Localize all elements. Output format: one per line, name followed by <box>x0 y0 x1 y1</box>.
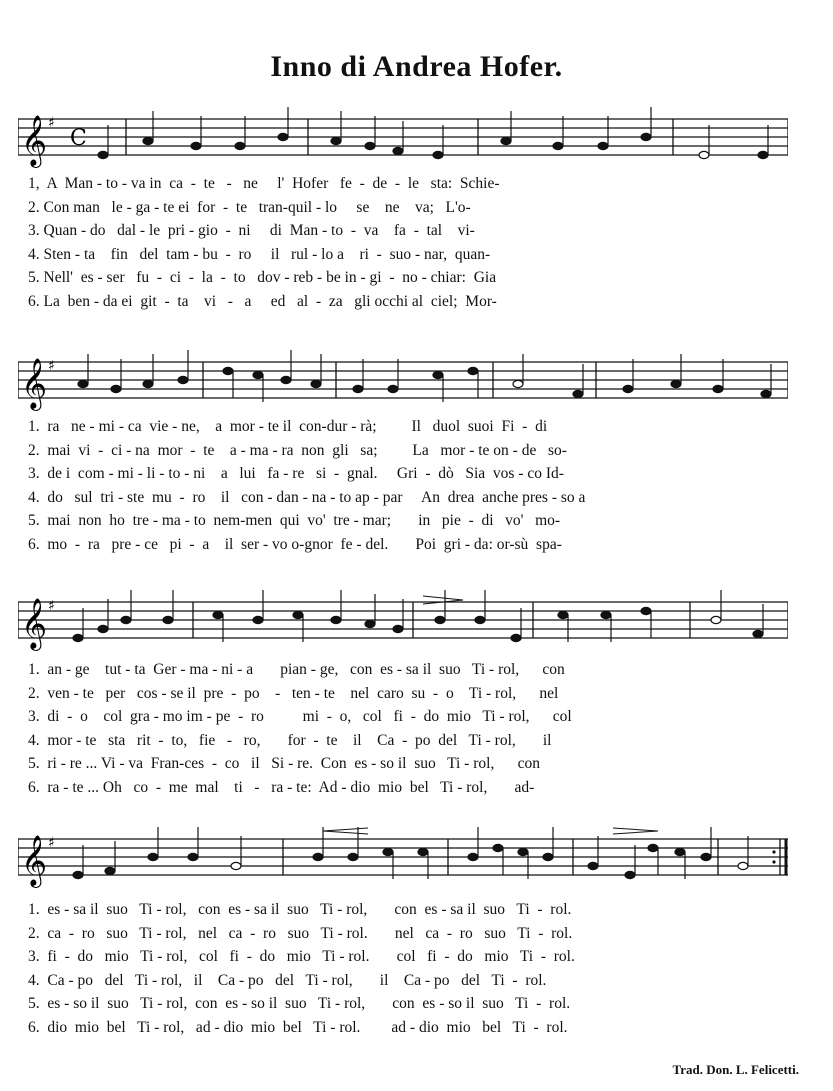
music-staff-4 <box>18 825 788 895</box>
svg-text:♯: ♯ <box>48 358 55 374</box>
svg-text:C: C <box>70 126 87 151</box>
lyric-line: 2. mai vi - ci - na mor - te a - ma - ra non gli sa; La mor - te on - de so- <box>28 441 567 459</box>
lyric-line: 6. dio mio bel Ti - rol, ad - dio mio bel Ti - rol. ad - dio mio bel Ti - rol. <box>28 1018 568 1036</box>
music-staff-2 <box>18 348 788 418</box>
lyric-line: 1. an - ge tut - ta Ger - ma - ni - a pian - ge, con es - sa il suo Ti - rol, con <box>28 661 565 678</box>
lyrics-block-4 <box>28 898 788 1039</box>
lyric-line: 5. es - so il suo Ti - rol, con es - so il suo Ti - rol, con es - so il suo Ti - rol. <box>28 995 571 1012</box>
lyrics-block-3 <box>28 658 788 799</box>
lyric-line: 4. Sten - ta fin del tam - bu - ro il rul - lo a ri - suo - nar, quan- <box>28 245 491 263</box>
svg-text:𝄞: 𝄞 <box>21 598 48 649</box>
lyric-line: 5. Nell' es - ser fu - ci - la - to dov - reb - be in - gi - no - chiar: Gia <box>28 269 497 286</box>
lyric-line: 3. fi - do mio Ti - rol, col fi - do mio Ti - rol. col fi - do mio Ti - rol. <box>28 948 575 965</box>
lyric-line: 6. La ben - da ei git - ta vi - a ed al - za gli occhi al ciel; Mor- <box>28 292 497 310</box>
lyrics-block-2 <box>28 415 788 556</box>
lyric-line: 6. mo - ra pre - ce pi - a il ser - vo o-gnor fe - del. Poi gri - da: or-sù spa- <box>28 535 562 553</box>
lyric-line: 1, A Man - to - va in ca - te - ne l' Hofer fe - de - le sta: Schie- <box>28 175 500 192</box>
svg-text:𝄞: 𝄞 <box>21 835 48 886</box>
lyric-line: 1. es - sa il suo Ti - rol, con es - sa il suo Ti - rol, con es - sa il suo Ti - rol. <box>28 901 572 918</box>
svg-text:♯: ♯ <box>48 598 55 614</box>
lyric-line: 4. Ca - po del Ti - rol, il Ca - po del Ti - rol, il Ca - po del Ti - rol. <box>28 971 547 989</box>
lyric-line: 2. ven - te per cos - se il pre - po - ten - te nel caro su - o Ti - rol, nel <box>28 684 559 702</box>
lyric-line: 2. Con man le - ga - te ei for - te tran-quil - lo se ne va; L'o- <box>28 198 471 216</box>
lyric-line: 3. Quan - do dal - le pri - gio - ni di Man - to - va fa - tal vi- <box>28 222 475 239</box>
lyric-line: 5. ri - re ... Vi - va Fran-ces - co il Si - re. Con es - so il suo Ti - rol, con <box>28 755 540 772</box>
lyrics-block-1 <box>28 172 788 313</box>
lyric-line: 6. ra - te ... Oh co - me mal ti - ra - te: Ad - dio mio bel Ti - rol, ad- <box>28 778 535 796</box>
music-staff-3 <box>18 588 788 658</box>
lyric-line: 4. do sul tri - ste mu - ro il con - dan - na - to ap - par An drea anche pres - so a <box>28 488 586 506</box>
svg-text:𝄞: 𝄞 <box>21 115 48 166</box>
svg-text:𝄞: 𝄞 <box>21 358 48 409</box>
lyric-line: 3. de i com - mi - li - to - ni a lui fa - re si - gnal. Gri - dò Sia vos - co Id- <box>28 465 564 482</box>
music-staff-1 <box>18 105 788 175</box>
svg-text:♯: ♯ <box>48 115 55 131</box>
page-title: Inno di Andrea Hofer. <box>270 50 563 83</box>
lyric-line: 4. mor - te sta rit - to, fie - ro, for - te il Ca - po del Ti - rol, il <box>28 731 552 749</box>
svg-text:♯: ♯ <box>48 835 55 851</box>
lyric-line: 2. ca - ro suo Ti - rol, nel ca - ro suo Ti - rol. nel ca - ro suo Ti - rol. <box>28 924 573 942</box>
lyric-line: 1. ra ne - mi - ca vie - ne, a mor - te il con-dur - rà; Il duol suoi Fi - di <box>28 418 548 435</box>
translator-credit: Trad. Don. L. Felicetti. <box>672 1062 799 1077</box>
lyric-line: 5. mai non ho tre - ma - to nem-men qui vo' tre - mar; in pie - di vo' mo- <box>28 512 561 529</box>
lyric-line: 3. di - o col gra - mo im - pe - ro mi - o, col fi - do mio Ti - rol, col <box>28 708 572 725</box>
